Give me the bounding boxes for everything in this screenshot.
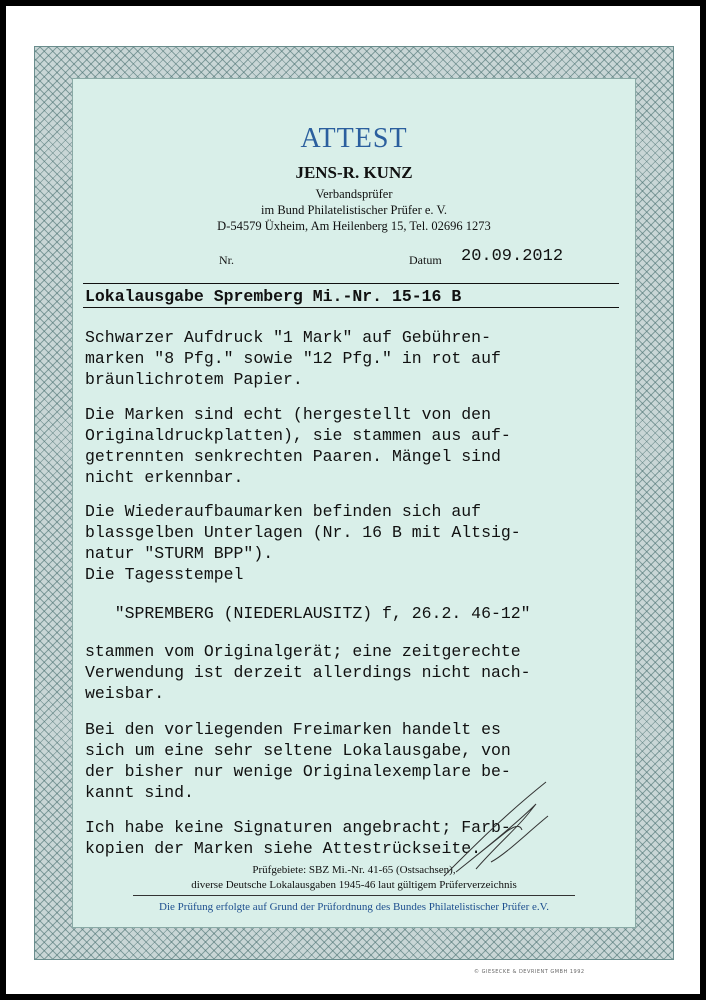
footer-fields-line2: diverse Deutsche Lokalausgaben 1945-46 laut gültigem Prüferverzeichnis (191, 879, 517, 891)
footer-fields-line1: Prüfgebiete: SBZ Mi.-Nr. 41-65 (Ostsachsen), (252, 864, 456, 876)
paragraph-origin: stammen vom Originalgerät; eine zeitgerechte Verwendung ist derzeit allerdings nicht nach- weisbar. (85, 642, 531, 703)
certificate-subject: Lokalausgabe Spremberg Mi.-Nr. 15-16 B (85, 287, 462, 306)
paragraph-signature-note: Ich habe keine Signaturen angebracht; Farb- kopien der Marken siehe Attestrückseite. (85, 818, 511, 858)
examiner-role: Verbandsprüfer (315, 187, 393, 201)
footer-rule (133, 895, 575, 896)
examiner-name: JENS-R. KUNZ (295, 163, 413, 182)
top-rule (83, 283, 619, 284)
datum-label: Datum (409, 253, 442, 267)
paragraph-genuine: Die Marken sind echt (hergestellt von den Originaldruckplatten), sie stammen aus auf- getrennten senkrechten Paaren. Mängel sind nicht erkennbar. (85, 405, 511, 487)
footer-regulation: Die Prüfung erfolgte auf Grund der Prüfordnung des Bundes Philatelistischer Prüfer e.V. (159, 901, 549, 913)
certificate-date: 20.09.2012 (461, 247, 564, 266)
certificate-sheet (6, 6, 700, 994)
paragraph-backing: Die Wiederaufbaumarken befinden sich auf blassgelben Unterlagen (Nr. 16 B mit Altsig- natur "STURM BPP"). Die Tagesstempel (85, 502, 521, 584)
examiner-association: im Bund Philatelistischer Prüfer e. V. (261, 203, 447, 217)
certificate-title: ATTEST (300, 123, 408, 154)
nr-label: Nr. (219, 253, 234, 267)
examiner-address: D-54579 Üxheim, Am Heilenberg 15, Tel. 02696 1273 (217, 219, 491, 233)
printer-imprint: © GIESECKE & DEVRIENT GMBH 1992 (474, 969, 585, 975)
examiner-signature (436, 774, 556, 884)
paragraph-cancellation: "SPREMBERG (NIEDERLAUSITZ) f, 26.2. 46-12" (85, 604, 531, 623)
paragraph-rarity: Bei den vorliegenden Freimarken handelt es sich um eine sehr seltene Lokalausgabe, von der bisher nur wenige Originalexemplare be- kannt sind. (85, 720, 511, 802)
paragraph-overprint: Schwarzer Aufdruck "1 Mark" auf Gebühren- marken "8 Pfg." sowie "12 Pfg." in rot auf bräunlichrotem Papier. (85, 328, 501, 389)
subject-rule (83, 307, 619, 308)
